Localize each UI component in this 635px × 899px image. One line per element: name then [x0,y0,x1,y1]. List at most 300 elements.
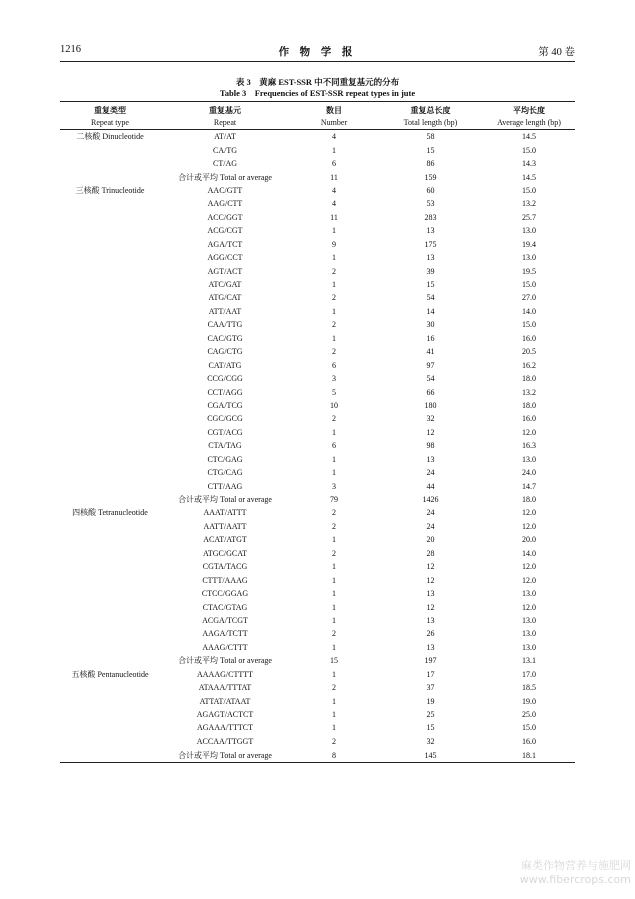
table-row [60,439,575,452]
cell-repeat-type [60,654,160,667]
cell-number: 2 [332,266,336,276]
cell-average-length: 13.0 [522,253,536,263]
cell-total-length: 180 [424,400,437,410]
cell-repeat: AGG/CCT [207,253,243,263]
cell-repeat: AGT/ACT [207,266,243,276]
cell-number: 1 [332,575,336,585]
cell-total-length: 66 [426,387,435,397]
table-row [60,600,575,613]
cell-repeat: AGAGT/ACTCT [196,710,254,720]
cell-repeat-type [60,291,160,304]
cell-total-length: 28 [426,548,435,558]
cell-repeat: CAT/ATG [208,360,242,370]
cell-repeat: AAGA/TCTT [202,629,248,639]
cell-average-length: 13.0 [522,454,536,464]
cell-number: 1 [332,602,336,612]
cell-average-length: 19.0 [522,696,536,706]
cell-number: 6 [332,360,336,370]
table-row [60,372,575,385]
table-row [60,748,575,763]
watermark-line-2: www.fibercrops.com [519,873,631,886]
cell-average-length: 12.0 [522,562,536,572]
table-row [60,184,575,197]
table-row [60,560,575,573]
cell-repeat: AAG/CTT [207,199,243,209]
header-rule [60,61,575,62]
cell-average-length: 14.3 [522,159,536,169]
cell-total-length: 32 [426,414,435,424]
cell-number: 15 [330,656,338,666]
cell-repeat-type: 五核酸 Pentanucleotide [71,669,149,679]
table-caption-en: Table 3 Frequencies of EST-SSR repeat types in jute [219,88,416,98]
cell-repeat-type [60,143,160,156]
table-row [60,479,575,492]
cell-repeat-type [60,157,160,170]
cell-number: 2 [332,521,336,531]
cell-total-length: 12 [426,562,435,572]
cell-total-length: 12 [426,575,435,585]
cell-total-length: 26 [426,629,435,639]
table-row [60,520,575,533]
cell-repeat-type [60,708,160,721]
cell-number: 2 [332,320,336,330]
cell-repeat-type [60,238,160,251]
cell-repeat-type [60,614,160,627]
cell-repeat: 合计或平均 Total or average [160,748,290,763]
cell-number: 9 [332,239,336,249]
cell-repeat: AAAAG/CTTTT [197,669,253,679]
cell-repeat-type [60,641,160,654]
cell-number: 2 [332,293,336,303]
cell-number: 6 [332,441,336,451]
table-row [60,318,575,331]
cell-total-length: 15 [426,145,435,155]
cell-average-length: 13.0 [522,589,536,599]
cell-repeat: CGA/TCG [207,400,243,410]
cell-number: 1 [332,535,336,545]
cell-total-length: 15 [426,723,435,733]
cell-average-length: 13.1 [522,656,536,666]
cell-repeat: CGT/ACG [207,427,243,437]
cell-number: 1 [332,253,336,263]
cell-average-length: 15.0 [522,723,536,733]
cell-total-length: 54 [426,293,435,303]
table-row [60,197,575,210]
table-caption [60,77,575,99]
cell-average-length: 19.4 [522,239,536,249]
cell-average-length: 25.0 [522,710,536,720]
table-row [60,332,575,345]
col-header-total-en: Total length (bp) [378,116,483,130]
table-row [60,547,575,560]
cell-number: 10 [330,400,338,410]
cell-total-length: 13 [426,642,435,652]
cell-number: 4 [332,185,336,195]
cell-repeat-type [60,264,160,277]
cell-number: 11 [330,172,338,182]
cell-average-length: 13.0 [522,629,536,639]
table-row [60,211,575,224]
table-row [60,493,575,506]
cell-total-length: 17 [426,669,435,679]
cell-number: 2 [332,548,336,558]
cell-repeat-type [60,493,160,506]
cell-average-length: 18.0 [522,495,536,505]
cell-average-length: 14.5 [522,132,536,142]
table-row [60,466,575,479]
cell-average-length: 16.0 [522,736,536,746]
journal-title: 作 物 学 报 [278,47,357,58]
cell-repeat-type [60,721,160,734]
cell-repeat-type: 三核酸 Trinucleotide [75,185,145,195]
cell-repeat: ACCAA/TTGGT [196,736,254,746]
cell-average-length: 14.0 [522,306,536,316]
cell-repeat-type [60,439,160,452]
cell-number: 1 [332,669,336,679]
cell-repeat-type [60,224,160,237]
cell-number: 1 [332,145,336,155]
col-header-repeat-en: Repeat [160,116,290,130]
cell-number: 1 [332,454,336,464]
cell-repeat: CAC/GTG [207,333,243,343]
cell-number: 3 [332,481,336,491]
cell-total-length: 13 [426,615,435,625]
table-row [60,694,575,707]
cell-repeat: CCG/CGG [207,374,243,384]
table-row [60,358,575,371]
cell-average-length: 20.5 [522,347,536,357]
cell-number: 1 [332,642,336,652]
cell-number: 8 [290,748,378,763]
col-header-type-en: Repeat type [60,116,160,130]
cell-repeat: ACG/CGT [207,226,243,236]
watermark-line-1: 麻类作物营养与施肥网 [521,859,631,872]
cell-repeat: AAC/GTT [207,185,243,195]
col-header-number-cn: 数目 [290,102,378,117]
cell-repeat-type [60,735,160,748]
cell-repeat: AGAAA/TTTCT [197,723,253,733]
cell-number: 1 [332,333,336,343]
cell-average-length: 17.0 [522,669,536,679]
cell-total-length: 145 [378,748,483,763]
table-row [60,224,575,237]
cell-repeat: ATT/AAT [208,306,242,316]
cell-repeat: AAAT/ATTT [203,508,247,518]
cell-repeat: AATT/AATT [203,521,247,531]
cell-number: 1 [332,562,336,572]
cell-total-length: 24 [426,508,435,518]
cell-repeat-type [60,466,160,479]
cell-repeat: AT/AT [214,132,236,142]
cell-number: 1 [332,427,336,437]
cell-repeat: CTT/AAG [207,481,243,491]
cell-repeat-type [60,748,160,763]
cell-repeat-type [60,681,160,694]
cell-repeat: CAA/TTG [207,320,243,330]
table-row [60,157,575,170]
cell-total-length: 283 [424,212,437,222]
table-row [60,627,575,640]
table-body [60,130,575,763]
cell-total-length: 60 [426,185,435,195]
cell-repeat: CTCC/GGAG [201,589,249,599]
cell-average-length: 16.3 [522,441,536,451]
cell-average-length: 25.7 [522,212,536,222]
cell-total-length: 15 [426,280,435,290]
cell-total-length: 39 [426,266,435,276]
cell-average-length: 14.5 [522,172,536,182]
cell-number: 1 [332,280,336,290]
cell-repeat-type [60,251,160,264]
cell-total-length: 44 [426,481,435,491]
cell-repeat-type [60,479,160,492]
cell-number: 1 [332,468,336,478]
col-header-number-en: Number [290,116,378,130]
cell-average-length: 18.5 [522,683,536,693]
cell-repeat-type: 四核酸 Tetranucleotide [72,508,148,518]
cell-average-length: 16.0 [522,414,536,424]
table-row [60,681,575,694]
cell-total-length: 13 [426,589,435,599]
cell-repeat: AGA/TCT [207,239,243,249]
cell-repeat: CGC/GCG [207,414,243,424]
cell-average-length: 14.0 [522,548,536,558]
cell-average-length: 15.0 [522,145,536,155]
cell-repeat-type [60,547,160,560]
cell-repeat-type [60,533,160,546]
table-caption-cn: 表 3 黄麻 EST-SSR 中不同重复基元的分布 [235,77,400,87]
cell-number: 2 [332,508,336,518]
table-row [60,238,575,251]
cell-average-length: 16.2 [522,360,536,370]
cell-total-length: 12 [426,427,435,437]
cell-repeat: 合计或平均 Total or average [178,172,272,182]
cell-repeat: ACAT/ATGT [203,535,247,545]
cell-repeat: CA/TG [213,145,237,155]
cell-total-length: 30 [426,320,435,330]
cell-repeat: CTAC/GTAG [202,602,248,612]
cell-repeat-type [60,520,160,533]
table-row [60,264,575,277]
cell-number: 11 [330,212,338,222]
cell-average-length: 15.0 [522,280,536,290]
cell-total-length: 13 [426,226,435,236]
cell-number: 4 [332,132,336,142]
col-header-total-cn: 重复总长度 [378,102,483,117]
cell-number: 2 [332,414,336,424]
cell-repeat: CCT/AGG [207,387,243,397]
cell-repeat: CAG/CTG [207,347,243,357]
cell-total-length: 37 [426,683,435,693]
table-row [60,533,575,546]
table-row [60,278,575,291]
cell-total-length: 24 [426,468,435,478]
table-row [60,587,575,600]
table-row [60,305,575,318]
cell-repeat-type [60,694,160,707]
cell-repeat-type [60,278,160,291]
cell-number: 1 [332,710,336,720]
cell-average-length: 13.0 [522,615,536,625]
cell-repeat: ATGC/GCAT [202,548,247,558]
cell-number: 4 [332,199,336,209]
cell-repeat-type [60,600,160,613]
table-row [60,345,575,358]
table-row [60,412,575,425]
cell-average-length: 18.0 [522,400,536,410]
cell-repeat-type [60,345,160,358]
cell-number: 79 [330,495,338,505]
cell-repeat-type [60,587,160,600]
cell-number: 1 [332,696,336,706]
cell-total-length: 1426 [422,495,439,505]
cell-repeat: CGTA/TACG [202,562,248,572]
cell-total-length: 41 [426,347,435,357]
cell-number: 3 [332,374,336,384]
table-row [60,735,575,748]
table-row [60,668,575,681]
cell-total-length: 197 [424,656,437,666]
cell-total-length: 159 [424,172,437,182]
cell-repeat-type [60,573,160,586]
cell-total-length: 16 [426,333,435,343]
col-header-average-cn: 平均长度 [483,102,575,117]
cell-repeat-type [60,372,160,385]
table-row [60,708,575,721]
table-row [60,143,575,156]
cell-average-length: 12.0 [522,427,536,437]
cell-average-length: 19.5 [522,266,536,276]
col-header-type-cn: 重复类型 [60,102,160,117]
cell-total-length: 86 [426,159,435,169]
table-row [60,251,575,264]
cell-total-length: 54 [426,374,435,384]
cell-total-length: 98 [426,441,435,451]
table-row [60,426,575,439]
cell-average-length: 13.0 [522,226,536,236]
cell-average-length: 15.0 [522,185,536,195]
cell-average-length: 12.0 [522,575,536,585]
cell-repeat: ACC/GGT [207,212,243,222]
cell-average-length: 13.2 [522,387,536,397]
cell-repeat: 合计或平均 Total or average [178,495,272,505]
cell-average-length: 18.1 [483,748,575,763]
cell-number: 2 [332,683,336,693]
cell-average-length: 12.0 [522,508,536,518]
repeat-frequency-table [60,101,575,763]
cell-repeat-type [60,211,160,224]
cell-total-length: 20 [426,535,435,545]
cell-repeat-type [60,170,160,183]
table-row [60,641,575,654]
cell-repeat-type [60,426,160,439]
cell-total-length: 97 [426,360,435,370]
cell-average-length: 15.0 [522,320,536,330]
cell-total-length: 12 [426,602,435,612]
cell-number: 1 [332,589,336,599]
cell-total-length: 175 [424,239,437,249]
cell-total-length: 25 [426,710,435,720]
table-row [60,453,575,466]
cell-average-length: 20.0 [522,535,536,545]
cell-repeat: ATAAA/TTTAT [198,683,252,693]
cell-total-length: 58 [426,132,435,142]
table-row [60,654,575,667]
cell-total-length: 19 [426,696,435,706]
col-header-average-en: Average length (bp) [483,116,575,130]
cell-repeat: ATTAT/ATAAT [199,696,251,706]
watermark [520,859,631,887]
table-row [60,614,575,627]
cell-average-length: 12.0 [522,602,536,612]
cell-number: 2 [332,736,336,746]
cell-average-length: 18.0 [522,374,536,384]
cell-average-length: 13.0 [522,642,536,652]
cell-repeat: 合计或平均 Total or average [178,656,272,666]
cell-repeat-type [60,385,160,398]
cell-number: 1 [332,306,336,316]
cell-number: 2 [332,629,336,639]
cell-total-length: 13 [426,253,435,263]
cell-repeat-type [60,560,160,573]
table-row [60,573,575,586]
cell-total-length: 53 [426,199,435,209]
cell-average-length: 12.0 [522,521,536,531]
cell-number: 2 [332,347,336,357]
cell-total-length: 13 [426,454,435,464]
cell-number: 1 [332,615,336,625]
cell-repeat: ACGA/TCGT [202,615,248,625]
header-row-cn [60,102,575,117]
cell-number: 6 [332,159,336,169]
cell-total-length: 14 [426,306,435,316]
page-number: 1216 [60,44,81,55]
table-row [60,399,575,412]
cell-repeat-type: 二核酸 Dinucleotide [76,132,144,142]
cell-repeat-type [60,453,160,466]
cell-repeat-type [60,358,160,371]
table-row [60,130,575,144]
cell-repeat-type [60,305,160,318]
cell-repeat-type [60,318,160,331]
table-row [60,291,575,304]
table-row [60,506,575,519]
table-row [60,721,575,734]
table-row [60,170,575,183]
cell-repeat: ATG/CAT [208,293,242,303]
page-header [60,44,575,60]
cell-average-length: 24.0 [522,468,536,478]
cell-number: 1 [332,723,336,733]
cell-number: 5 [332,387,336,397]
cell-repeat-type [60,627,160,640]
cell-average-length: 13.2 [522,199,536,209]
col-header-repeat-cn: 重复基元 [160,102,290,117]
cell-repeat-type [60,399,160,412]
cell-repeat: CTG/CAG [207,468,243,478]
table-row [60,385,575,398]
cell-average-length: 16.0 [522,333,536,343]
cell-repeat: CT/AG [213,159,237,169]
header-row-en [60,116,575,130]
cell-average-length: 27.0 [522,293,536,303]
cell-total-length: 24 [426,521,435,531]
cell-number: 1 [332,226,336,236]
cell-repeat: ATC/GAT [208,280,242,290]
cell-repeat: CTA/TAG [208,441,242,451]
cell-average-length: 14.7 [522,481,536,491]
cell-repeat: CTC/GAG [207,454,243,464]
